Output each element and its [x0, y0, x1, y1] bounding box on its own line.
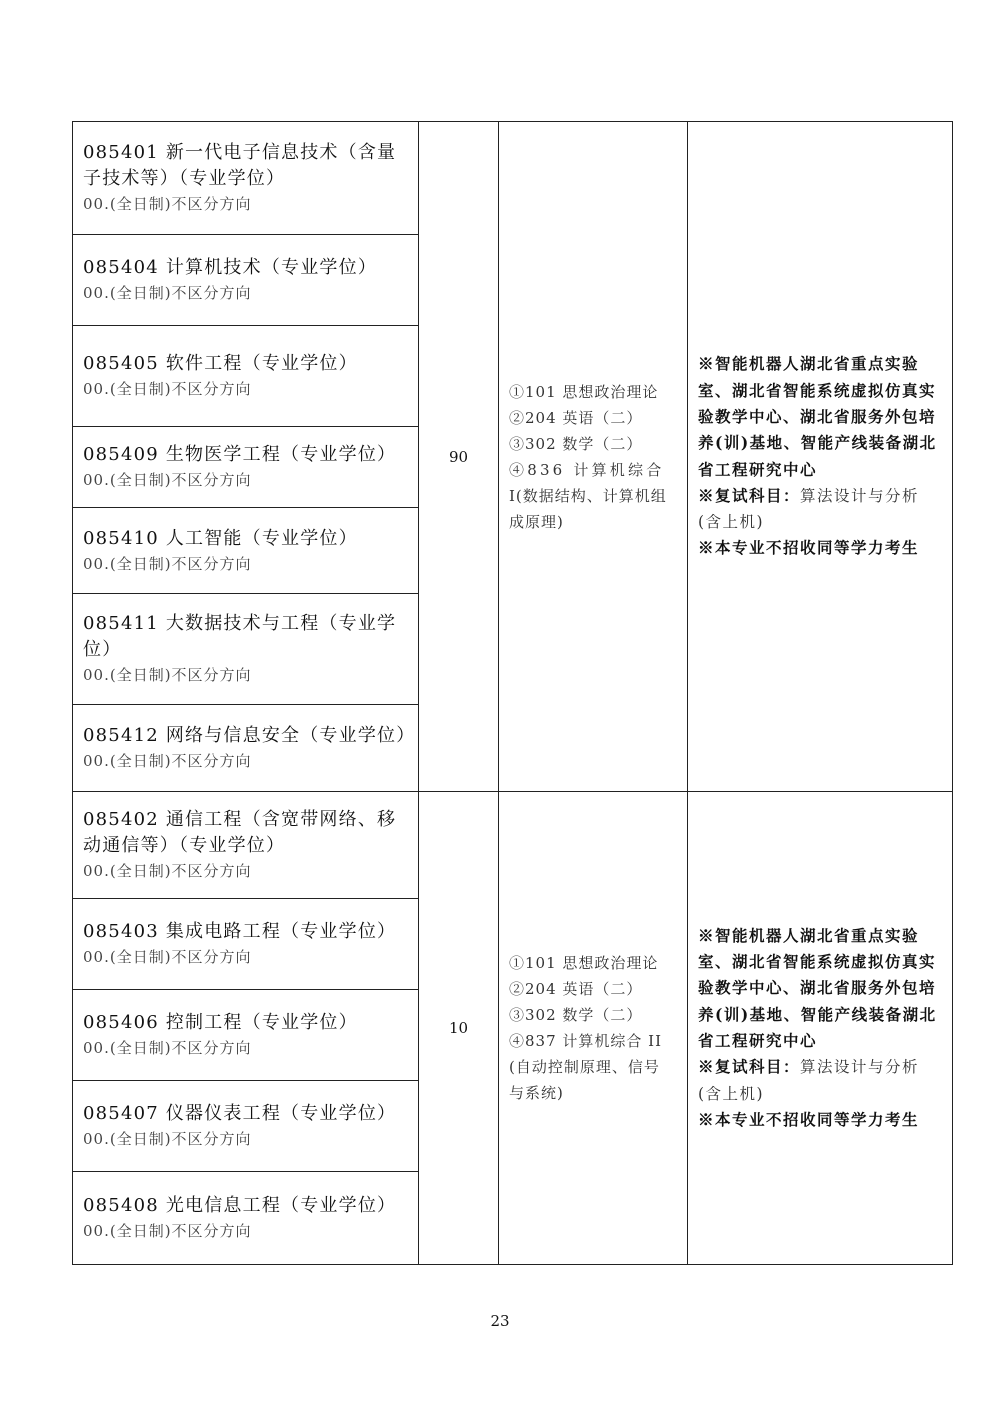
major-title: 085404 计算机技术（专业学位）	[83, 257, 378, 278]
major-title: 085410 人工智能（专业学位）	[83, 527, 358, 549]
major-direction: 00.(全日制)不区分方向	[83, 948, 252, 966]
exam-subject: ④836 计算机综合	[509, 460, 665, 479]
major-cell	[73, 326, 419, 427]
major-title: 085403 集成电路工程（专业学位）	[83, 921, 397, 942]
lab-note: 室、湖北省智能系统虚拟仿真实	[698, 380, 937, 400]
enrollment-count: 10	[419, 792, 499, 1265]
exam-subject: I(数据结构、计算机组	[509, 486, 667, 505]
major-direction: 00.(全日制)不区分方向	[83, 195, 252, 213]
program-table	[72, 121, 953, 1265]
retest-value-extra: (含上机)	[698, 513, 765, 532]
retest-label: ※复试科目：	[698, 1057, 801, 1077]
exam-subjects	[499, 122, 688, 792]
major-cell	[73, 1172, 419, 1265]
exam-subject: ①101 思想政治理论	[509, 382, 659, 401]
exam-subjects	[499, 792, 688, 1265]
lab-note: 养(训)基地、智能产线装备湖北	[698, 1004, 937, 1024]
retest-label: ※复试科目：	[698, 485, 801, 505]
major-title: 085406 控制工程（专业学位）	[83, 1012, 358, 1033]
major-direction: 00.(全日制)不区分方向	[83, 554, 252, 573]
major-cell	[73, 427, 419, 508]
lab-note: 省工程研究中心	[698, 1031, 818, 1050]
page-number: 23	[490, 1312, 510, 1330]
exam-subject: ③302 数学（二）	[509, 434, 643, 453]
lab-note: ※智能机器人湖北省重点实验	[698, 354, 920, 374]
major-direction: 00.(全日制)不区分方向	[83, 1039, 252, 1057]
major-direction: 00.(全日制)不区分方向	[83, 471, 252, 489]
exam-subject: ③302 数学（二）	[509, 1006, 643, 1024]
major-title: 085408 光电信息工程（专业学位）	[83, 1195, 397, 1216]
major-direction: 00.(全日制)不区分方向	[83, 862, 252, 880]
retest-value-extra: (含上机)	[698, 1084, 765, 1103]
exam-subject: 成原理)	[509, 512, 564, 531]
major-direction: 00.(全日制)不区分方向	[83, 284, 252, 302]
table-row	[73, 122, 953, 235]
major-direction: 00.(全日制)不区分方向	[83, 1130, 252, 1148]
exam-subject: 与系统)	[509, 1084, 564, 1102]
major-direction: 00.(全日制)不区分方向	[83, 1222, 252, 1240]
major-direction: 00.(全日制)不区分方向	[83, 666, 252, 684]
notes	[688, 122, 953, 792]
major-direction: 00.(全日制)不区分方向	[83, 752, 252, 770]
major-cell	[73, 705, 419, 792]
major-title: 085407 仪器仪表工程（专业学位）	[83, 1103, 397, 1124]
exam-subject: ②204 英语（二）	[509, 408, 643, 427]
major-title: 085405 软件工程（专业学位）	[83, 353, 358, 374]
restriction-note: ※本专业不招收同等学力考生	[698, 1109, 920, 1129]
major-cell	[73, 792, 419, 899]
lab-note: 室、湖北省智能系统虚拟仿真实	[698, 952, 937, 972]
major-cell	[73, 508, 419, 594]
exam-subject: (自动控制原理、信号	[509, 1058, 660, 1076]
major-cell	[73, 235, 419, 326]
exam-subject: ①101 思想政治理论	[509, 954, 659, 972]
retest-value: 算法设计与分析	[800, 1058, 920, 1077]
retest-subject	[698, 1054, 944, 1080]
restriction-note: ※本专业不招收同等学力考生	[698, 538, 920, 558]
lab-note: 验教学中心、湖北省服务外包培	[698, 406, 937, 426]
major-cell	[73, 1081, 419, 1172]
major-cell	[73, 122, 419, 235]
exam-subject: ④837 计算机综合 II	[509, 1032, 663, 1050]
notes	[688, 792, 953, 1265]
lab-note: 养(训)基地、智能产线装备湖北	[698, 433, 937, 453]
major-direction: 00.(全日制)不区分方向	[83, 380, 252, 398]
table-row	[73, 792, 953, 899]
major-title: 085401 新一代电子信息技术（含量子技术等）（专业学位）	[83, 142, 397, 189]
lab-note: 验教学中心、湖北省服务外包培	[698, 978, 937, 998]
major-cell	[73, 990, 419, 1081]
lab-note: ※智能机器人湖北省重点实验	[698, 925, 920, 945]
exam-subject: ②204 英语（二）	[509, 980, 643, 998]
major-cell	[73, 594, 419, 705]
major-title: 085402 通信工程（含宽带网络、移动通信等）（专业学位）	[83, 809, 397, 856]
enrollment-count: 90	[419, 122, 499, 792]
major-title: 085411 大数据技术与工程（专业学位）	[83, 613, 397, 660]
major-cell	[73, 899, 419, 990]
major-title: 085412 网络与信息安全（专业学位）	[83, 725, 416, 746]
major-title: 085409 生物医学工程（专业学位）	[83, 444, 397, 465]
lab-note: 省工程研究中心	[698, 459, 818, 479]
retest-value: 算法设计与分析	[800, 486, 920, 505]
retest-subject	[698, 483, 944, 509]
